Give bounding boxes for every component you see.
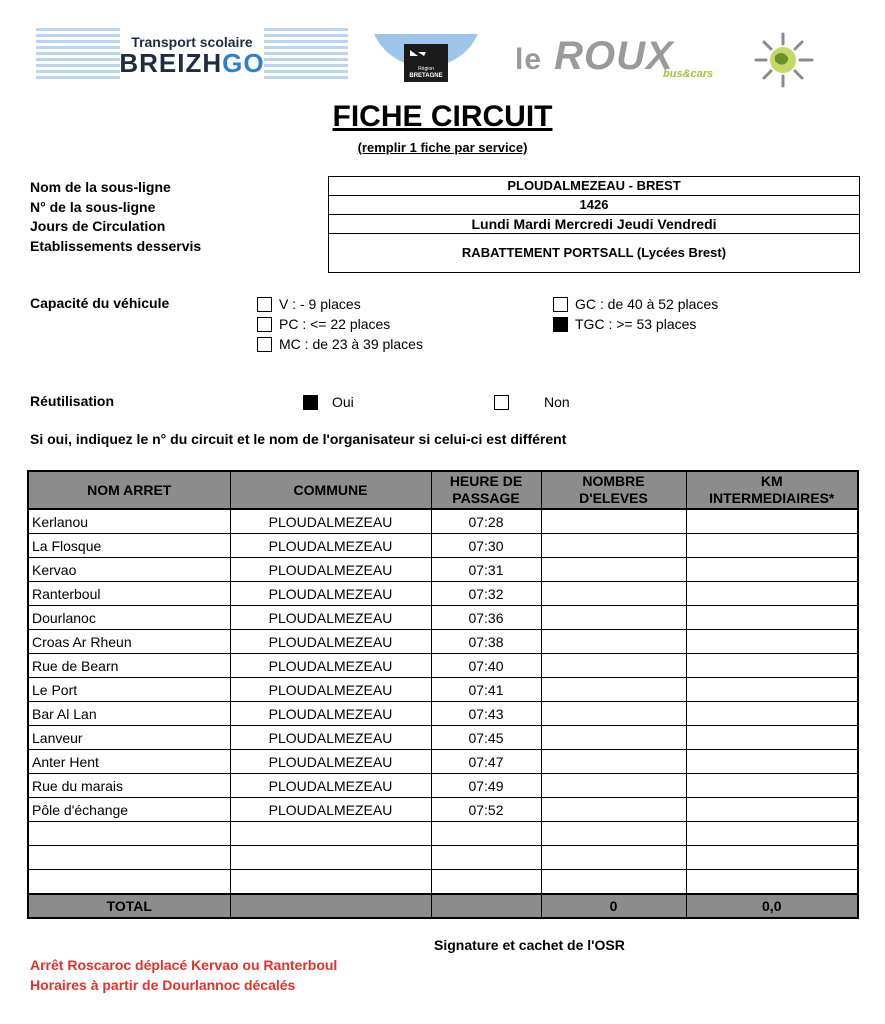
reutilisation-label: Réutilisation	[30, 393, 115, 409]
cell-heure[interactable]: 07:49	[431, 774, 541, 798]
total-heure	[431, 894, 541, 918]
cell-nom-arret[interactable]	[28, 870, 230, 895]
cell-km[interactable]	[686, 678, 858, 702]
cell-nom-arret[interactable]: Pôle d'échange	[28, 798, 230, 822]
cell-eleves[interactable]	[541, 630, 686, 654]
etablissements-field[interactable]: RABATTEMENT PORTSALL (Lycées Brest)	[461, 245, 727, 260]
cell-nom-arret[interactable]: Ranterboul	[28, 582, 230, 606]
table-row	[28, 654, 858, 678]
cell-eleves[interactable]	[541, 534, 686, 558]
total-commune	[230, 894, 431, 918]
cell-km[interactable]	[686, 822, 858, 846]
table-row	[28, 558, 858, 582]
cell-commune[interactable]: PLOUDALMEZEAU	[230, 654, 431, 678]
cell-heure[interactable]: 07:31	[431, 558, 541, 582]
option-gc-label: GC : de 40 à 52 places	[575, 296, 719, 312]
checkbox-non[interactable]	[494, 395, 509, 410]
nom-field[interactable]: PLOUDALMEZEAU - BREST	[329, 177, 859, 196]
cell-commune[interactable]	[230, 822, 431, 846]
total-row	[28, 894, 858, 918]
cell-eleves[interactable]	[541, 558, 686, 582]
info-box	[328, 176, 860, 273]
header-km-line: INTERMEDIAIRES*	[709, 490, 835, 506]
option-tgc[interactable]	[553, 315, 696, 333]
capacite-label: Capacité du véhicule	[30, 295, 170, 311]
cell-heure[interactable]: 07:38	[431, 630, 541, 654]
cell-km[interactable]	[686, 509, 858, 534]
cell-nom-arret[interactable]: Anter Hent	[28, 750, 230, 774]
cell-km[interactable]	[686, 870, 858, 895]
option-gc[interactable]	[553, 295, 718, 313]
header-nom-arret	[28, 471, 230, 509]
stops-table	[27, 470, 859, 919]
table-row	[28, 870, 858, 895]
cell-heure[interactable]	[431, 870, 541, 895]
jours-field[interactable]: Lundi Mardi Mercredi Jeudi Vendredi	[329, 215, 859, 234]
cell-commune[interactable]	[230, 870, 431, 895]
header-commune	[230, 471, 431, 509]
cell-commune[interactable]: PLOUDALMEZEAU	[230, 702, 431, 726]
cell-nom-arret[interactable]: Lanveur	[28, 726, 230, 750]
cell-commune[interactable]: PLOUDALMEZEAU	[230, 558, 431, 582]
option-tgc-label: TGC : >= 53 places	[575, 316, 697, 332]
cell-nom-arret[interactable]: Rue de Bearn	[28, 654, 230, 678]
breizhgo-logo	[36, 28, 348, 82]
cell-km[interactable]	[686, 774, 858, 798]
label-jours: Jours de Circulation	[30, 218, 166, 234]
cell-heure[interactable]	[431, 822, 541, 846]
cell-commune[interactable]: PLOUDALMEZEAU	[230, 678, 431, 702]
checkbox-pc[interactable]	[257, 317, 272, 332]
leroux-subtitle: bus&cars	[663, 68, 714, 80]
table-row	[28, 606, 858, 630]
cell-eleves[interactable]	[541, 846, 686, 870]
header-eleves-line: NOMBRE	[582, 473, 645, 489]
header-commune-line: COMMUNE	[293, 481, 368, 498]
checkbox-tgc[interactable]	[553, 317, 568, 332]
cell-nom-arret[interactable]	[28, 846, 230, 870]
cell-heure[interactable]: 07:47	[431, 750, 541, 774]
cell-nom-arret[interactable]: Le Port	[28, 678, 230, 702]
cell-eleves[interactable]	[541, 798, 686, 822]
header-heure	[431, 471, 541, 509]
header-heure-line: HEURE DE	[449, 473, 523, 489]
cell-heure[interactable]: 07:52	[431, 798, 541, 822]
cell-heure[interactable]: 07:43	[431, 702, 541, 726]
logo-wing-right	[264, 28, 348, 82]
cell-km[interactable]	[686, 798, 858, 822]
cell-km[interactable]	[686, 726, 858, 750]
cell-eleves[interactable]	[541, 654, 686, 678]
cell-heure[interactable]: 07:36	[431, 606, 541, 630]
option-pc[interactable]	[257, 315, 390, 333]
cell-km[interactable]	[686, 702, 858, 726]
page-subtitle: (remplir 1 fiche par service)	[357, 140, 528, 155]
header-eleves-line: D'ELEVES	[579, 490, 648, 506]
region-bretagne-logo	[374, 34, 478, 82]
option-oui[interactable]	[303, 393, 354, 411]
table-row	[28, 630, 858, 654]
cell-eleves[interactable]	[541, 606, 686, 630]
total-eleves: 0	[541, 894, 686, 918]
total-label: TOTAL	[28, 894, 230, 918]
cell-heure[interactable]: 07:32	[431, 582, 541, 606]
checkbox-v[interactable]	[257, 297, 272, 312]
cell-km[interactable]	[686, 606, 858, 630]
table-row	[28, 750, 858, 774]
cell-commune[interactable]: PLOUDALMEZEAU	[230, 750, 431, 774]
option-v[interactable]	[257, 295, 361, 313]
cell-heure[interactable]: 07:40	[431, 654, 541, 678]
cell-nom-arret[interactable]: Dourlanoc	[28, 606, 230, 630]
option-mc[interactable]	[257, 335, 423, 353]
cell-commune[interactable]: PLOUDALMEZEAU	[230, 606, 431, 630]
page-title: FICHE CIRCUIT	[332, 100, 553, 133]
cell-eleves[interactable]	[541, 774, 686, 798]
reutilisation-question: Si oui, indiquez le n° du circuit et le nom de l'organisateur si celui-ci est différent	[30, 431, 567, 447]
bretagne-line2: BRETAGNE	[409, 73, 443, 79]
note-line-2: Horaires à partir de Dourlannoc décalés	[30, 977, 296, 993]
cell-eleves[interactable]	[541, 582, 686, 606]
option-non[interactable]	[494, 393, 570, 411]
cell-commune[interactable]	[230, 846, 431, 870]
option-oui-label: Oui	[332, 394, 354, 410]
option-v-label: V : - 9 places	[279, 296, 361, 312]
cell-km[interactable]	[686, 846, 858, 870]
signature-label: Signature et cachet de l'OSR	[434, 937, 625, 953]
header-nom-arret-line: NOM ARRET	[87, 481, 172, 498]
option-mc-label: MC : de 23 à 39 places	[279, 336, 423, 352]
checkbox-oui[interactable]	[303, 395, 318, 410]
table-row	[28, 774, 858, 798]
cell-km[interactable]	[686, 630, 858, 654]
cell-commune[interactable]: PLOUDALMEZEAU	[230, 534, 431, 558]
breizhgo-wordmark: BREIZHGO	[119, 48, 265, 78]
option-non-label: Non	[544, 394, 570, 410]
cell-nom-arret[interactable]: Bar Al Lan	[28, 702, 230, 726]
cell-eleves[interactable]	[541, 726, 686, 750]
table-row	[28, 726, 858, 750]
cell-eleves[interactable]	[541, 870, 686, 895]
cell-heure[interactable]	[431, 846, 541, 870]
cell-km[interactable]	[686, 558, 858, 582]
option-pc-label: PC : <= 22 places	[279, 316, 391, 332]
cell-km[interactable]	[686, 534, 858, 558]
header-eleves	[541, 471, 686, 509]
cell-heure[interactable]: 07:45	[431, 726, 541, 750]
cell-eleves[interactable]	[541, 509, 686, 534]
label-numero: N° de la sous-ligne	[30, 198, 156, 215]
cell-eleves[interactable]	[541, 702, 686, 726]
cell-km[interactable]	[686, 582, 858, 606]
label-etablissements: Etablissements desservis	[30, 237, 202, 254]
header-heure-line: PASSAGE	[452, 490, 520, 506]
leroux-logo	[515, 34, 735, 90]
cell-km[interactable]	[686, 750, 858, 774]
cell-commune[interactable]: PLOUDALMEZEAU	[230, 509, 431, 534]
cell-nom-arret[interactable]: Kerlanou	[28, 509, 230, 534]
cell-commune[interactable]: PLOUDALMEZEAU	[230, 630, 431, 654]
bretagne-line1: Région	[418, 66, 434, 72]
table-row	[28, 702, 858, 726]
total-km: 0,0	[686, 894, 858, 918]
table-row	[28, 509, 858, 534]
cell-eleves[interactable]	[541, 822, 686, 846]
cell-eleves[interactable]	[541, 678, 686, 702]
table-row	[28, 822, 858, 846]
leroux-wordmark: le ROUX	[515, 34, 674, 78]
cell-commune[interactable]: PLOUDALMEZEAU	[230, 798, 431, 822]
table-row	[28, 582, 858, 606]
cell-commune[interactable]: PLOUDALMEZEAU	[230, 774, 431, 798]
cell-nom-arret[interactable]	[28, 822, 230, 846]
header-km-line: KM	[760, 473, 783, 489]
cell-heure[interactable]: 07:30	[431, 534, 541, 558]
header-km	[686, 471, 858, 509]
cell-heure[interactable]: 07:28	[431, 509, 541, 534]
cell-nom-arret[interactable]: Kervao	[28, 558, 230, 582]
cell-km[interactable]	[686, 654, 858, 678]
cell-eleves[interactable]	[541, 750, 686, 774]
logo-wing-left	[36, 28, 120, 82]
cell-nom-arret[interactable]: Croas Ar Rheun	[28, 630, 230, 654]
cell-heure[interactable]: 07:41	[431, 678, 541, 702]
table-row	[28, 678, 858, 702]
checkbox-mc[interactable]	[257, 337, 272, 352]
cell-commune[interactable]: PLOUDALMEZEAU	[230, 582, 431, 606]
note-line-1: Arrêt Roscaroc déplacé Kervao ou Ranterboul	[30, 957, 338, 973]
cell-nom-arret[interactable]: La Flosque	[28, 534, 230, 558]
cell-commune[interactable]: PLOUDALMEZEAU	[230, 726, 431, 750]
table-row	[28, 846, 858, 870]
label-nom: Nom de la sous-ligne	[30, 179, 171, 195]
breizhgo-tagline: Transport scolaire	[131, 34, 253, 50]
cell-nom-arret[interactable]: Rue du marais	[28, 774, 230, 798]
info-labels	[30, 178, 201, 256]
table-row	[28, 534, 858, 558]
sun-globe-icon	[742, 30, 824, 90]
table-header-row	[28, 471, 858, 509]
numero-field[interactable]: 1426	[329, 196, 859, 215]
table-row	[28, 798, 858, 822]
checkbox-gc[interactable]	[553, 297, 568, 312]
